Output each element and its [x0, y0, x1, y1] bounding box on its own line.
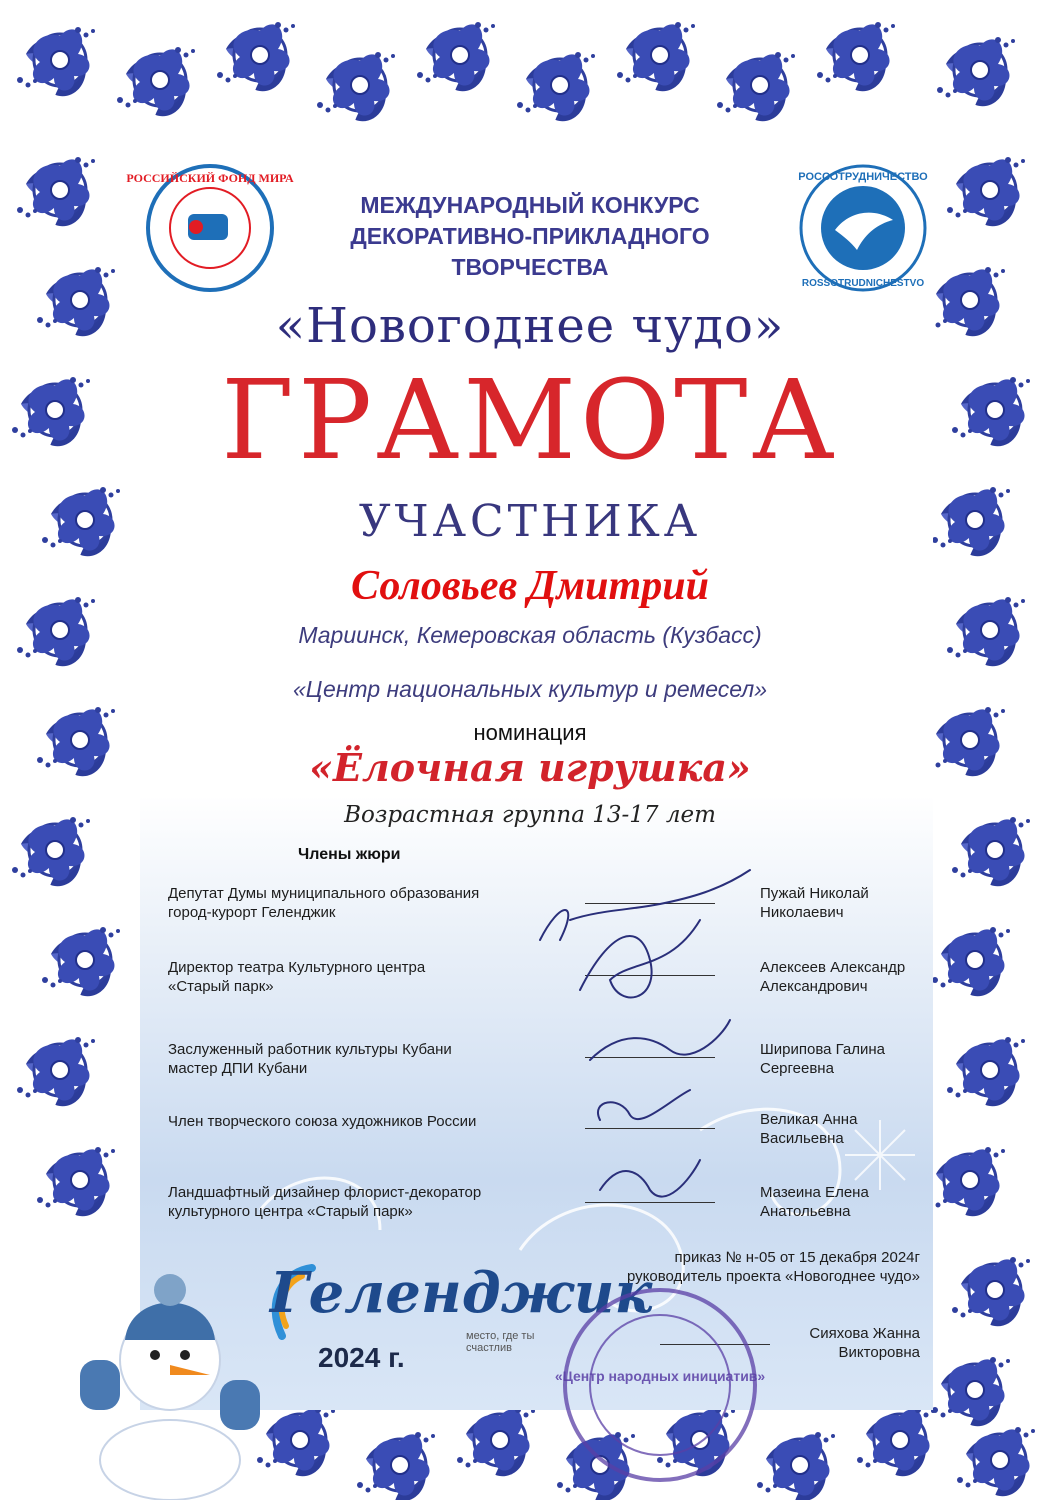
jury-position-line: Заслуженный работник культуры Кубани	[168, 1041, 452, 1058]
participant-name: Соловьев Дмитрий	[351, 563, 709, 609]
certificate-subtitle: УЧАСТНИКА	[358, 496, 702, 547]
jury-position-line: мастер ДПИ Кубани	[168, 1060, 308, 1077]
jury-name-line: Сергеевна	[760, 1060, 834, 1077]
jury-position	[168, 1183, 528, 1221]
participant-organization: «Центр национальных культур и ремесел»	[292, 676, 768, 702]
jury-name-line: Алексеев Александр	[760, 959, 906, 976]
jury-title: Члены жюри	[298, 846, 401, 863]
jury-position-line: Член творческого союза художников России	[168, 1113, 477, 1130]
order-line: руководитель проекта «Новогоднее чудо»	[626, 1268, 920, 1285]
jury-position-line: город-курорт Геленджик	[168, 904, 336, 921]
jury-name	[760, 1040, 930, 1078]
gelendzhik-tagline: место, где ты счастлив	[466, 1330, 535, 1354]
jury-name-line: Васильевна	[760, 1130, 844, 1147]
jury-position	[168, 1040, 528, 1078]
jury-position-line: «Старый парк»	[168, 978, 274, 995]
contest-name: «Новогоднее чудо»	[275, 298, 785, 354]
jury-signatures	[520, 860, 780, 1220]
jury-position-line: Депутат Думы муниципального образования	[168, 885, 480, 902]
nomination-label: номинация	[473, 720, 587, 745]
jury-name	[760, 1183, 930, 1221]
participant-location: Мариинск, Кемеровская область (Кузбасс)	[298, 622, 762, 648]
seal-text: «Центр народных инициатив»	[554, 1368, 766, 1384]
jury-name-line: Ширипова Галина	[760, 1041, 886, 1058]
header-line-2: ДЕКОРАТИВНО-ПРИКЛАДНОГО	[350, 223, 710, 249]
snowman-illustration	[70, 1240, 270, 1500]
jury-position-line: Ландшафтный дизайнер флорист-декоратор	[168, 1184, 482, 1201]
head-name-line: Сияхова Жанна	[809, 1325, 920, 1342]
jury-name	[760, 958, 930, 996]
certificate-title: ГРАМОТА	[221, 356, 839, 484]
right-logo-text-top: РОССОТРУДНИЧЕСТВО	[798, 171, 928, 183]
header-line-1: МЕЖДУНАРОДНЫЙ КОНКУРС	[360, 192, 700, 218]
organization-seal	[554, 1285, 766, 1485]
jury-position-line: Директор театра Культурного центра	[168, 959, 426, 976]
left-logo-text: РОССИЙСКИЙ ФОНД МИРА	[126, 171, 294, 185]
jury-position	[168, 884, 528, 922]
header-line-3: ТВОРЧЕСТВА	[451, 254, 609, 280]
jury-position	[168, 958, 528, 996]
jury-position	[168, 1112, 528, 1131]
jury-name-line: Великая Анна	[760, 1111, 858, 1128]
rossotrudnichestvo-logo	[795, 160, 931, 296]
jury-name-line: Мазеина Елена	[760, 1184, 869, 1201]
jury-name-line: Пужай Николай	[760, 885, 869, 902]
jury-name-line: Николаевич	[760, 904, 844, 921]
jury-name	[760, 884, 930, 922]
gelendzhik-logo: Геленджик	[270, 1260, 653, 1326]
right-logo-text-bottom: ROSSOTRUDNICHESTVO	[801, 278, 925, 289]
jury-name	[760, 1110, 930, 1148]
jury-name-line: Анатольевна	[760, 1203, 851, 1220]
year-label: 2024 г.	[318, 1342, 405, 1373]
jury-position-line: культурного центра «Старый парк»	[168, 1203, 413, 1220]
nomination-title: «Ёлочная игрушка»	[309, 745, 751, 790]
age-group: Возрастная группа 13-17 лет	[344, 802, 716, 828]
contest-header	[250, 190, 810, 283]
project-head-name	[760, 1324, 920, 1362]
order-line: приказ № н-05 от 15 декабря 2024г	[674, 1249, 920, 1266]
jury-name-line: Александрович	[760, 978, 868, 995]
head-name-line: Викторовна	[838, 1344, 920, 1361]
